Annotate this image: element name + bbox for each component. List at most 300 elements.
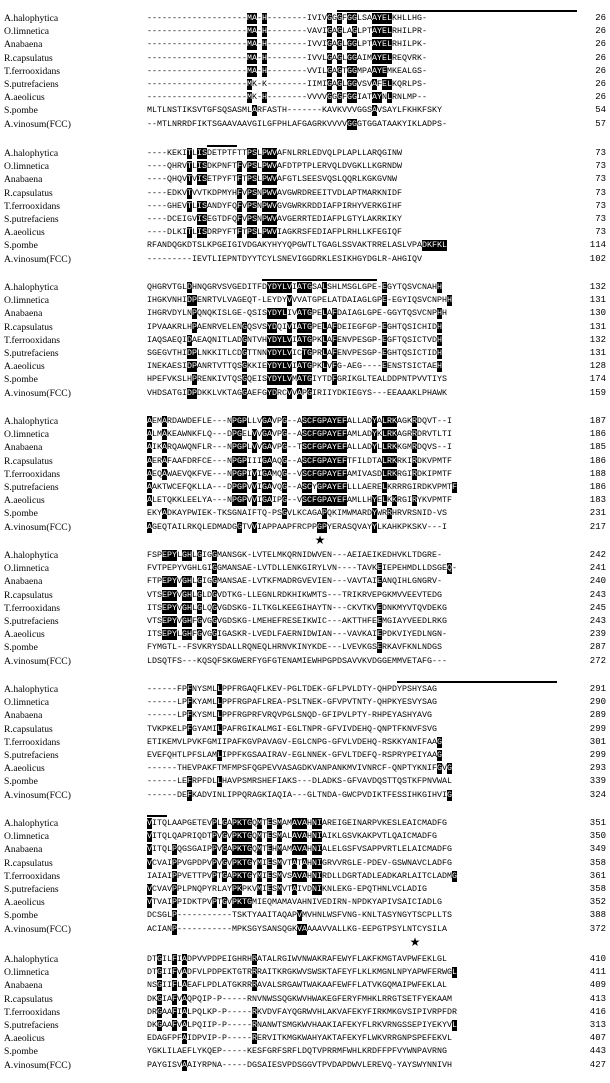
residue: D bbox=[387, 551, 392, 560]
residue: N bbox=[312, 871, 317, 881]
residue: G bbox=[357, 362, 362, 372]
residue: F bbox=[257, 685, 262, 694]
residue: N bbox=[267, 1021, 272, 1030]
residue: D bbox=[417, 443, 422, 453]
residue: V bbox=[217, 832, 222, 842]
residue: V bbox=[287, 388, 292, 398]
residue: - bbox=[177, 911, 182, 921]
residue: E bbox=[197, 296, 202, 306]
residue: N bbox=[397, 764, 402, 774]
residue: Q bbox=[187, 469, 192, 479]
residue: E bbox=[337, 456, 342, 466]
residue: - bbox=[217, 483, 222, 492]
residue: V bbox=[202, 617, 207, 626]
residue: W bbox=[327, 911, 332, 921]
residue: F bbox=[172, 981, 177, 991]
residue: A bbox=[302, 832, 307, 842]
residue: F bbox=[337, 968, 342, 978]
alignment-row bbox=[0, 590, 610, 601]
residue: G bbox=[437, 564, 442, 574]
residue: - bbox=[237, 27, 242, 37]
residue: C bbox=[417, 283, 422, 292]
residue: H bbox=[397, 40, 402, 50]
residue: V bbox=[272, 175, 277, 185]
residue: P bbox=[342, 698, 347, 708]
residue: E bbox=[152, 456, 157, 466]
residue: A bbox=[262, 522, 267, 532]
residue: N bbox=[327, 603, 332, 613]
residue: S bbox=[232, 577, 237, 587]
residue: P bbox=[147, 1060, 152, 1070]
residue: T bbox=[407, 777, 412, 787]
residue: - bbox=[182, 93, 187, 103]
residue: D bbox=[187, 955, 192, 964]
residue: S bbox=[317, 968, 322, 978]
residue: I bbox=[267, 968, 272, 978]
residue: G bbox=[262, 456, 267, 466]
residue: I bbox=[407, 254, 412, 264]
species-label: A.halophytica bbox=[4, 282, 59, 293]
residue: - bbox=[302, 790, 307, 800]
residue: A bbox=[327, 483, 332, 492]
residue: K bbox=[392, 80, 397, 89]
residue: - bbox=[222, 924, 227, 934]
residue: S bbox=[237, 362, 242, 372]
residue: G bbox=[182, 590, 187, 600]
residue: N bbox=[387, 603, 392, 613]
residue: V bbox=[217, 858, 222, 868]
residue: V bbox=[407, 617, 412, 626]
residue: N bbox=[322, 764, 327, 774]
residue: A bbox=[427, 751, 432, 760]
residue: V bbox=[317, 898, 322, 908]
residue: V bbox=[167, 885, 172, 894]
residue: I bbox=[287, 955, 292, 964]
residue: T bbox=[307, 215, 312, 224]
residue: E bbox=[272, 1060, 277, 1070]
residue: G bbox=[342, 819, 347, 828]
species-label: O.limnetica bbox=[4, 697, 50, 709]
species-label: S.pombe bbox=[4, 105, 38, 117]
alignment-row bbox=[0, 308, 610, 319]
residue: Q bbox=[222, 106, 227, 116]
residue: - bbox=[192, 66, 197, 76]
residue: R bbox=[387, 456, 392, 466]
residue: N bbox=[202, 362, 207, 372]
residue: P bbox=[257, 737, 262, 747]
residue: S bbox=[232, 603, 237, 613]
residue: G bbox=[287, 201, 292, 211]
residue: W bbox=[267, 201, 272, 211]
residue: N bbox=[382, 93, 387, 103]
residue: D bbox=[367, 871, 372, 881]
sequence-segment bbox=[147, 603, 447, 614]
residue: - bbox=[292, 40, 297, 50]
residue: V bbox=[207, 790, 212, 800]
residue: D bbox=[277, 296, 282, 306]
residue: A bbox=[362, 955, 367, 964]
residue: G bbox=[272, 603, 277, 613]
residue: P bbox=[202, 885, 207, 894]
residue: W bbox=[312, 617, 317, 626]
residue: F bbox=[417, 724, 422, 734]
residue: G bbox=[232, 981, 237, 991]
residue: A bbox=[407, 819, 412, 828]
residue: R bbox=[242, 630, 247, 640]
residue-position-number: 407 bbox=[589, 1033, 606, 1044]
residue: E bbox=[267, 885, 272, 894]
residue: - bbox=[222, 496, 227, 506]
residue: S bbox=[402, 777, 407, 787]
residue: P bbox=[432, 496, 437, 506]
residue: T bbox=[302, 162, 307, 172]
residue: E bbox=[172, 430, 177, 440]
residue: K bbox=[367, 603, 372, 613]
residue: E bbox=[382, 349, 387, 358]
residue: - bbox=[327, 617, 332, 626]
residue: E bbox=[257, 1034, 262, 1044]
residue: I bbox=[227, 790, 232, 800]
residue: P bbox=[167, 551, 172, 560]
residue: Y bbox=[377, 27, 382, 37]
residue: K bbox=[392, 698, 397, 708]
sequence-segment bbox=[147, 924, 447, 935]
residue: E bbox=[267, 858, 272, 868]
alignment-row bbox=[0, 214, 610, 225]
residue: - bbox=[157, 53, 162, 63]
residue: - bbox=[242, 66, 247, 76]
residue: T bbox=[372, 456, 377, 466]
residue: A bbox=[297, 283, 302, 292]
residue: G bbox=[282, 443, 287, 453]
residue: P bbox=[337, 149, 342, 158]
residue: A bbox=[327, 228, 332, 238]
residue: N bbox=[307, 724, 312, 734]
residue: L bbox=[212, 685, 217, 694]
residue: F bbox=[192, 751, 197, 760]
residue: T bbox=[397, 335, 402, 345]
residue: L bbox=[227, 349, 232, 358]
residue: I bbox=[267, 751, 272, 760]
residue: V bbox=[382, 1060, 387, 1070]
residue: Q bbox=[447, 564, 452, 574]
residue: I bbox=[317, 577, 322, 587]
residue: G bbox=[387, 335, 392, 345]
residue: A bbox=[252, 66, 257, 76]
residue: T bbox=[277, 1034, 282, 1044]
residue: L bbox=[372, 911, 377, 921]
residue: E bbox=[392, 388, 397, 398]
residue: L bbox=[322, 362, 327, 372]
residue: P bbox=[367, 858, 372, 868]
residue: F bbox=[417, 981, 422, 991]
residue: G bbox=[237, 430, 242, 440]
residue: K bbox=[172, 375, 177, 385]
residue: - bbox=[452, 564, 457, 574]
residue: Q bbox=[252, 685, 257, 694]
residue: G bbox=[162, 1034, 167, 1044]
species-label: A.vinosum(FCC) bbox=[4, 521, 71, 533]
residue: S bbox=[347, 283, 352, 292]
residue: E bbox=[252, 388, 257, 398]
residue: P bbox=[372, 924, 377, 934]
species-label: O.limnetica bbox=[4, 161, 50, 173]
residue: P bbox=[212, 1007, 217, 1017]
residue: Y bbox=[377, 53, 382, 63]
residue: V bbox=[357, 522, 362, 532]
residue: Q bbox=[387, 981, 392, 991]
residue: M bbox=[407, 93, 412, 103]
residue: - bbox=[152, 711, 157, 721]
residue: V bbox=[192, 764, 197, 774]
residue: K bbox=[322, 994, 327, 1004]
residue: E bbox=[342, 994, 347, 1004]
residue: Y bbox=[182, 509, 187, 519]
residue: K bbox=[312, 643, 317, 653]
residue: A bbox=[202, 335, 207, 345]
residue: K bbox=[242, 751, 247, 760]
residue: N bbox=[422, 764, 427, 774]
residue: - bbox=[217, 27, 222, 37]
residue: A bbox=[317, 994, 322, 1004]
residue: L bbox=[252, 577, 257, 587]
residue: T bbox=[212, 175, 217, 185]
residue: P bbox=[407, 751, 412, 760]
residue: P bbox=[352, 335, 357, 345]
residue: E bbox=[392, 790, 397, 800]
residue: L bbox=[292, 509, 297, 519]
residue: I bbox=[417, 737, 422, 747]
residue: F bbox=[342, 443, 347, 453]
residue: N bbox=[287, 656, 292, 666]
residue: P bbox=[262, 188, 267, 198]
residue: F bbox=[332, 698, 337, 708]
residue: H bbox=[352, 1047, 357, 1057]
residue: I bbox=[412, 819, 417, 828]
residue: - bbox=[287, 80, 292, 89]
residue-position-number: 243 bbox=[589, 589, 606, 600]
residue: A bbox=[322, 819, 327, 828]
residue: Q bbox=[262, 643, 267, 653]
residue: Y bbox=[417, 496, 422, 506]
residue: - bbox=[232, 80, 237, 89]
residue: G bbox=[157, 309, 162, 319]
residue: Y bbox=[222, 201, 227, 211]
residue: C bbox=[172, 483, 177, 492]
residue: H bbox=[262, 40, 267, 50]
residue: K bbox=[207, 388, 212, 398]
residue: T bbox=[242, 898, 247, 908]
alignment-row bbox=[0, 388, 610, 399]
residue: V bbox=[217, 845, 222, 855]
residue: E bbox=[352, 643, 357, 653]
residue: I bbox=[317, 630, 322, 640]
residue: M bbox=[447, 994, 452, 1004]
residue: S bbox=[417, 911, 422, 921]
residue: D bbox=[272, 362, 277, 372]
residue: I bbox=[372, 551, 377, 560]
residue: A bbox=[172, 469, 177, 479]
residue: L bbox=[232, 643, 237, 653]
residue: F bbox=[147, 643, 152, 653]
residue: D bbox=[432, 590, 437, 600]
residue: D bbox=[187, 362, 192, 372]
residue: T bbox=[242, 819, 247, 828]
residue: A bbox=[207, 751, 212, 760]
residue: - bbox=[227, 66, 232, 76]
residue: Y bbox=[277, 309, 282, 319]
residue: T bbox=[412, 656, 417, 666]
residue: R bbox=[347, 994, 352, 1004]
residue: - bbox=[157, 215, 162, 224]
residue: A bbox=[262, 751, 267, 760]
residue: A bbox=[197, 362, 202, 372]
residue: K bbox=[362, 1047, 367, 1057]
residue: I bbox=[442, 522, 447, 532]
residue: L bbox=[247, 590, 252, 600]
residue: R bbox=[237, 698, 242, 708]
residue: N bbox=[392, 149, 397, 158]
residue: - bbox=[247, 577, 252, 587]
residue: I bbox=[387, 898, 392, 908]
residue: - bbox=[227, 1047, 232, 1057]
residue: F bbox=[402, 106, 407, 116]
residue: G bbox=[447, 968, 452, 978]
residue: Y bbox=[332, 483, 337, 492]
residue: G bbox=[247, 898, 252, 908]
residue: Y bbox=[402, 751, 407, 760]
residue: L bbox=[202, 603, 207, 613]
residue: I bbox=[387, 149, 392, 158]
residue: Y bbox=[277, 283, 282, 292]
residue: L bbox=[362, 228, 367, 238]
residue: H bbox=[307, 832, 312, 842]
residue: I bbox=[402, 27, 407, 37]
residue: R bbox=[187, 522, 192, 532]
residue: P bbox=[362, 27, 367, 37]
sequence-segment bbox=[147, 522, 447, 533]
residue: S bbox=[417, 80, 422, 89]
residue: E bbox=[382, 66, 387, 76]
residue: S bbox=[277, 994, 282, 1004]
residue: V bbox=[367, 80, 372, 89]
residue: P bbox=[232, 819, 237, 828]
residue: W bbox=[412, 955, 417, 964]
residue: L bbox=[217, 751, 222, 760]
alignment-row bbox=[0, 39, 610, 50]
species-label: A.vinosum(FCC) bbox=[4, 923, 71, 935]
residue: V bbox=[282, 188, 287, 198]
sequence-segment bbox=[147, 308, 447, 319]
residue-position-number: 132 bbox=[589, 334, 606, 345]
residue: F bbox=[197, 430, 202, 440]
residue: V bbox=[372, 981, 377, 991]
residue: I bbox=[182, 296, 187, 306]
residue: N bbox=[427, 777, 432, 787]
residue: V bbox=[402, 1007, 407, 1017]
residue: V bbox=[442, 764, 447, 774]
residue: E bbox=[177, 201, 182, 211]
residue: V bbox=[337, 1007, 342, 1017]
residue: L bbox=[287, 832, 292, 842]
residue: - bbox=[337, 577, 342, 587]
residue: L bbox=[407, 845, 412, 855]
residue: V bbox=[272, 188, 277, 198]
residue: A bbox=[422, 898, 427, 908]
residue: K bbox=[237, 617, 242, 626]
residue: F bbox=[332, 322, 337, 332]
residue: T bbox=[257, 509, 262, 519]
residue: L bbox=[402, 924, 407, 934]
residue: - bbox=[147, 40, 152, 50]
residue: - bbox=[152, 53, 157, 63]
residue: F bbox=[337, 737, 342, 747]
secondary-structure-bar bbox=[397, 681, 557, 683]
residue: H bbox=[182, 764, 187, 774]
residue: G bbox=[237, 590, 242, 600]
residue: V bbox=[182, 858, 187, 868]
residue: Q bbox=[262, 509, 267, 519]
residue: - bbox=[162, 93, 167, 103]
residue: A bbox=[182, 955, 187, 964]
residue: L bbox=[407, 871, 412, 881]
residue: V bbox=[307, 1021, 312, 1030]
residue: G bbox=[212, 630, 217, 640]
residue: P bbox=[177, 885, 182, 894]
residue: C bbox=[307, 496, 312, 506]
residue: N bbox=[262, 994, 267, 1004]
residue: - bbox=[177, 93, 182, 103]
residue: G bbox=[332, 14, 337, 23]
residue: V bbox=[432, 777, 437, 787]
residue: A bbox=[437, 871, 442, 881]
residue: I bbox=[192, 832, 197, 842]
residue: C bbox=[412, 898, 417, 908]
residue: M bbox=[247, 80, 252, 89]
residue: - bbox=[222, 417, 227, 426]
residue: A bbox=[267, 924, 272, 934]
residue: M bbox=[277, 871, 282, 881]
residue: Y bbox=[227, 188, 232, 198]
residue: L bbox=[262, 119, 267, 129]
residue: F bbox=[442, 1007, 447, 1017]
residue: T bbox=[152, 603, 157, 613]
alignment-row bbox=[0, 684, 610, 695]
residue: L bbox=[167, 819, 172, 828]
residue: S bbox=[407, 1007, 412, 1017]
residue-position-number: 26 bbox=[595, 26, 606, 37]
residue: P bbox=[227, 698, 232, 708]
residue: R bbox=[252, 777, 257, 787]
residue: - bbox=[302, 40, 307, 50]
residue: T bbox=[262, 551, 267, 560]
residue: N bbox=[427, 630, 432, 640]
residue: A bbox=[372, 53, 377, 63]
species-label: A.aeolicus bbox=[4, 227, 45, 239]
residue: - bbox=[217, 1007, 222, 1017]
residue: S bbox=[417, 296, 422, 306]
residue: V bbox=[147, 858, 152, 868]
species-label: T.ferrooxidans bbox=[4, 334, 61, 346]
residue: - bbox=[172, 14, 177, 23]
residue: - bbox=[152, 162, 157, 172]
residue: - bbox=[227, 1021, 232, 1030]
residue: L bbox=[187, 1007, 192, 1017]
residue: E bbox=[222, 968, 227, 978]
alignment-row bbox=[0, 576, 610, 587]
residue: - bbox=[152, 27, 157, 37]
residue: K bbox=[382, 1007, 387, 1017]
